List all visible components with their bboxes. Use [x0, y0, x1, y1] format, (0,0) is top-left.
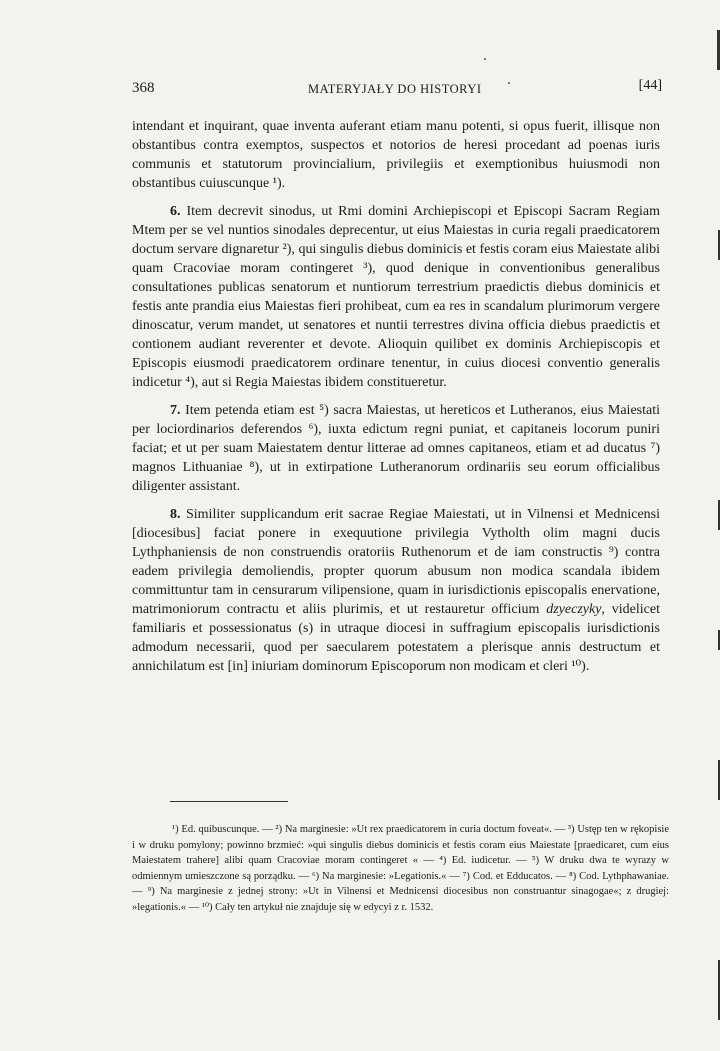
section-number: [44]	[638, 78, 662, 93]
running-title: MATERYJAŁY DO HISTORYI	[308, 82, 482, 96]
main-text	[132, 117, 660, 685]
page-header	[132, 74, 690, 98]
paragraph-text-after: , videlicet familiaris et possessionatus (s) in utraque diocesi in suffragium episcopalis iurisdictionis admodum necessarii, quod per saecularem potestatem a plerisque annis destructum et annichilatum est [in] iniuriam dominorum Episcoporum non modicam et cleri ¹⁰).	[132, 602, 660, 674]
paragraph-continuation	[132, 117, 660, 193]
paragraph-text: intendant et inquirant, quae inventa auferant etiam manu potenti, si opus fuerit, illisque non obstantibus contra exemptos, suspectos et notorios de heresi procedant ad poenas iuris communis et statutorum provincialium, privilegiis et exemptionibus huiusmodi non obstantibus cuiuscunque ¹).	[132, 119, 660, 191]
paragraph-8	[132, 505, 660, 676]
paragraph-number: 8.	[170, 507, 181, 522]
scan-speck	[508, 82, 510, 84]
paragraph-number: 7.	[170, 403, 181, 418]
paragraph-number: 6.	[170, 204, 181, 219]
page-number: 368	[132, 80, 155, 96]
footnotes	[132, 822, 669, 916]
paragraph-text: Item petenda etiam est ⁵) sacra Maiestas, ut hereticos et Lutheranos, eius Maiestati per lociordinarios deferendos ⁶), iuxta edictum regni puniat, et capitaneis locorum puniri faciat; et ut per suam Maiestatem dentur litterae ad omnes capitaneos, etiam et ad ducatus ⁷) magnos Lithuaniae ⁸), ut in extirpatione Lutheranorum ordinariis seu eorum officialibus diligenter assistant.	[132, 403, 660, 494]
italic-term: dzyeczyky	[546, 602, 602, 617]
footnote-separator	[170, 801, 288, 802]
footnote-text: ¹) Ed. quibuscunque. — ²) Na marginesie: »Ut rex praedicatorem in curia doctum foveat«. — ³) Ustęp ten w rękopisie i w druku pomylony; powinno brzmieć: »qui singulis diebus dominicis et festis coram eius Maiestate [praedicaret, cum eius Maiestatem trahere] alibi quam Cracoviae moram contingeret « — ⁴) Ed. iudicetur. — ⁵) W druku dwa te wyrazy w odmiennym umieszczone są porządku. — ⁶) Na marginesie: »Legationis.« — ⁷) Cod. et Edducatos. — ⁸) Cod. Lythphawaniae. — ⁹) Na marginesie z jednej strony: »Ut in Vilnensi et Mednicensi diocesibus non construantur sinagogae«; z drugiej: »legationis.« — ¹⁰) Cały ten artykuł nie znajduje się w edycyi z r. 1532.	[132, 824, 669, 913]
scan-speck	[484, 58, 486, 60]
paragraph-6	[132, 202, 660, 392]
paragraph-text-before: Similiter supplicandum erit sacrae Regiae Maiestati, ut in Vilnensi et Mednicensi [diocesibus] faciat ponere in exequutione privilegia Vytholth olim magni ducis Lythphaniensis de non construendis oratoriis Ruthenorum et de iam constructis ⁹) contra eadem privilegia demoliendis, propter quorum abusum non modica scandala ibidem committuntur tam in censurarum vilipensione, quam in iurisdictionis episcopalis enervatione, matrimoniorum contractu et aliis plurimis, et ut restauretur officium	[132, 507, 660, 617]
paragraph-7	[132, 401, 660, 496]
paragraph-text: Item decrevit sinodus, ut Rmi domini Archiepiscopi et Episcopi Sacram Regiam Mtem per se vel nuntios sinodales deprecentur, ut eius Maiestas in curia regali praedicatorem doctum servare dignaretur ²), qui singulis diebus dominicis et festis coram eius Maiestate alibi quam Cracoviae moram contingeret ³), quod denique in conventionibus generalibus consultationes publicas senatorum et nuntiorum terrestrium praedictis diebus dominicis et festis ante prandia eius Maiestas fieri prohibeat, cum ea res in scandalum plurimorum vergere dinoscatur, verum mandet, ut senatores et nuntii terrestres divina officia diebus praedictis et contionem audiant reverenter et devote. Alioquin quilibet ex dominis Archiepiscopis et Episcopis eiusmodi praedicatorem ordinare tenentur, in cuius diocesi conventio generalis indicetur ⁴), aut si Regia Maiestas ibidem constitueretur.	[132, 204, 660, 390]
